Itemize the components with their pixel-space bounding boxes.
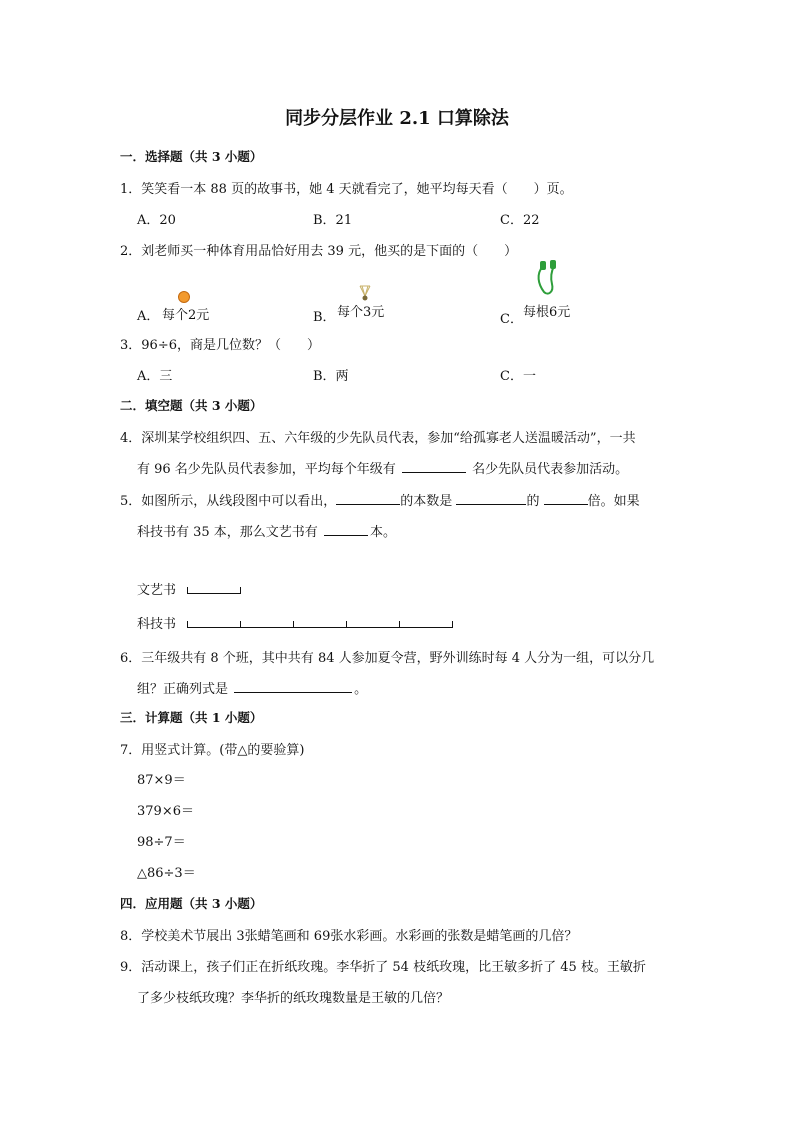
question-3: 3．96÷6，商是几位数？（ ） [120, 338, 320, 353]
q4-text-a: 有 96 名少先队员代表参加，平均每个年级有 [137, 462, 396, 477]
q3-option-a: A．三 [137, 369, 173, 384]
page-title: 同步分层作业 2.1 口算除法 [285, 108, 509, 129]
q3-option-b: B．两 [313, 369, 349, 384]
question-5-line-2 [137, 521, 396, 540]
q5-blank-4[interactable] [324, 523, 368, 536]
question-9-line-2: 了多少枝纸玫瑰？李华折的纸玫瑰数量是王敏的几倍？ [137, 991, 450, 1006]
question-8: 8．学校美术节展出 3张蜡笔画和 69张水彩画。水彩画的张数是蜡笔画的几倍？ [120, 929, 578, 944]
q3-option-c: C．一 [500, 369, 536, 384]
question-7: 7．用竖式计算。(带△的要验算) [120, 743, 305, 758]
question-6-line-2 [137, 678, 367, 697]
question-5-line-1 [120, 490, 640, 509]
section-heading: 四．应用题（共 3 小题） [120, 896, 263, 911]
calc-item: 379×6＝ [137, 804, 194, 819]
ball-icon [178, 291, 190, 303]
diagram-label-keji: 科技书 [137, 617, 177, 632]
q2-caption-c: 每根6元 [523, 305, 571, 320]
q4-answer-blank[interactable] [402, 460, 466, 473]
q1-option-c: C．22 [500, 213, 540, 228]
segment-keji [187, 616, 455, 628]
q2-option-c: C． [500, 312, 523, 327]
question-1: 1．笑笑看一本 88 页的故事书，她 4 天就看完了，她平均每天看（ ）页。 [120, 182, 573, 197]
q5-blank-2[interactable] [456, 492, 526, 505]
q1-option-a: A．20 [137, 213, 176, 228]
section-heading: 二．填空题（共 3 小题） [120, 398, 263, 413]
q5-blank-3[interactable] [544, 492, 588, 505]
question-9-line-1: 9．活动课上，孩子们正在折纸玫瑰。李华折了 54 枝纸玫瑰，比王敏多折了 45 枝。王敏折 [120, 960, 646, 975]
question-4-line-2 [137, 458, 628, 477]
q6-answer-blank[interactable] [234, 680, 352, 693]
q2-caption-b: 每个3元 [337, 305, 385, 320]
question-2: 2．刘老师买一种体育用品恰好用去 39 元，他买的是下面的（ ） [120, 244, 518, 259]
calc-item: 98÷7＝ [137, 835, 186, 850]
q6-text-a: 组？正确列式是 [137, 682, 229, 697]
calc-item: △86÷3＝ [137, 866, 196, 881]
q1-option-b: B．21 [313, 213, 353, 228]
q5-text-4: 倍。如果 [587, 494, 640, 509]
q5-text-1: 5．如图所示，从线段图中可以看出， [120, 494, 337, 509]
diagram-label-wenyi: 文艺书 [137, 583, 177, 598]
q5-text-3: 的 [526, 494, 540, 509]
q2-option-b: B． [313, 310, 336, 325]
calc-item: 87×9＝ [137, 773, 186, 788]
section-heading: 一．选择题（共 3 小题） [120, 149, 263, 164]
q5-text-5: 科技书有 35 本，那么文艺书有 [137, 525, 318, 540]
q5-text-2: 的本数是 [400, 494, 453, 509]
question-4-line-1: 4．深圳某学校组织四、五、六年级的少先队员代表，参加“给孤寡老人送温暖活动”，一共 [120, 431, 636, 446]
question-6-line-1: 6．三年级共有 8 个班，其中共有 84 人参加夏令营，野外训练时每 4 人分为一组，可以分几 [120, 651, 655, 666]
q5-blank-1[interactable] [336, 492, 400, 505]
q6-text-b: 。 [354, 682, 368, 697]
q5-text-6: 本。 [369, 525, 396, 540]
q2-caption-a: 每个2元 [162, 308, 210, 323]
q4-text-b: 名少先队员代表参加活动。 [472, 462, 629, 477]
segment-wenyi [187, 582, 241, 594]
q2-option-a: A． [137, 309, 160, 324]
section-heading: 三．计算题（共 1 小题） [120, 710, 263, 725]
jump-rope-icon [534, 260, 560, 302]
